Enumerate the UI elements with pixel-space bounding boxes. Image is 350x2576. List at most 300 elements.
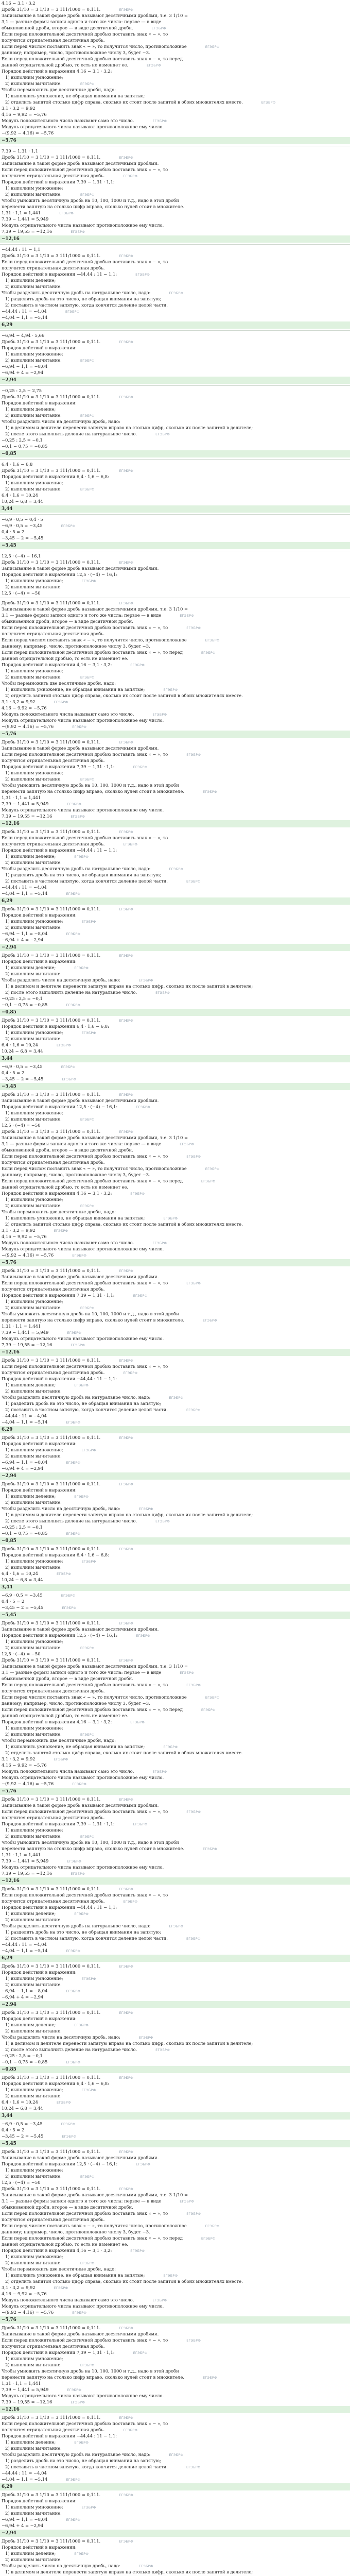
solution-text: Дробь 31/10 = 3 1/10 = 3 111/1000 = 0,111. [2,1546,101,1551]
solution-text: 1,31 · 1,1 = 1,441 [2,210,41,215]
watermark: ЕГЭБРФ [169,1924,184,1928]
solution-line [0,2161,350,2167]
watermark: ЕГЭБРФ [66,1420,81,1425]
watermark: ЕГЭБРФ [67,1859,82,1863]
watermark: ЕГЭБРФ [80,193,95,197]
solution-line [0,1947,350,1954]
solution-text: −0,1 − 0,75 = −0,85 [2,1002,48,1007]
solution-text: −44,44 : 11 = −4,04 [2,885,47,890]
solution-text: получится отрицательная десятичная дробь. [2,631,105,636]
watermark: ЕГЭБРФ [155,432,170,436]
solution-text: Если перед положительной десятичной дробью поставить знак « − », то [2,259,168,264]
solution-line [0,1329,350,1335]
watermark: ЕГЭБРФ [169,1396,184,1400]
solution-text: Порядок действий в выражении: [2,959,77,964]
solution-line [0,1975,350,1981]
solution-text: 3,1 — разные формы записи одного и того же числа: первое — в виде [2,1141,162,1146]
solution-text: 3,1 · 3,2 = 9,92 [2,1756,36,1761]
solution-line [0,788,350,794]
solution-line [0,2210,350,2216]
watermark: ЕГЭБРФ [71,2400,85,2404]
solution-text: −4,04 − 1,1 = −5,14 [2,1948,48,1953]
solution-text: 2) отделить запятой столько цифр справа, сколько их стоит после запятой в обоих множителях вместе. [5,1222,243,1227]
solution-line [0,2059,350,2065]
solution-text: получится отрицательная десятичная дробь. [2,1899,105,1904]
solution-line [0,578,350,584]
solution-text: 2) выполним вычитание. [5,2093,62,2098]
watermark: ЕГЭБРФ [152,1770,167,1774]
solution-text: 2) выполним вычитание. [5,971,62,976]
watermark: ЕГЭБРФ [81,1031,96,1035]
solution-line [0,618,350,624]
solution-text: данной отрицательной дробью, то есть не изменяет ее. [2,656,129,661]
solution-line [0,2241,350,2247]
solution-text: Дробь 31/10 = 3 1/10 = 3 111/1000 = 0,111. [2,155,101,160]
solution-line [0,467,350,473]
solution-line [0,1808,350,1815]
solution-text: Чтобы разделить число на десятичную дробь, надо: [2,977,120,982]
solution-text: обыкновенной дроби, второе — в виде десятичной дроби. [2,2205,133,2210]
solution-line [0,958,350,964]
solution-line [0,43,350,49]
solution-text: −0,1 − 0,75 = −0,85 [2,1531,48,1536]
solution-text: получится отрицательная десятичная дробь. [2,1688,105,1693]
solution-text: 2) после этого выполнить деление на натуральное число. [5,2047,137,2052]
solution-line [0,835,350,841]
solution-line [0,296,350,302]
solution-text: Порядок действий в выражении 12,5 · (−4) − 16,1: [2,572,118,577]
watermark: ЕГЭБРФ [203,1847,217,1851]
solution-line [0,2028,350,2034]
solution-line [0,1713,350,1719]
solution-text: 1) выполнить умножение, не обращая внимания на запятые; [5,2273,145,2278]
watermark: ЕГЭБРФ [119,561,133,565]
solution-line [0,105,350,111]
solution-line [0,1215,350,1221]
solution-line [0,1870,350,1876]
solution-line [0,19,350,25]
watermark: ЕГЭБРФ [80,675,95,680]
solution-line [0,1342,350,1348]
watermark: ЕГЭБРФ [123,842,138,846]
solution-text: −44,44 : 11 = −4,04 [2,2470,47,2476]
solution-line [0,2399,350,2405]
solution-text: 4,16 − 9,92 = −5,76 [2,705,47,710]
watermark: ЕГЭБРФ [119,601,133,605]
solution-text: Записывание в такой форме дробь называют десятичными дробями, т.е. 3 1/10 = [2,2192,188,2197]
solution-line [0,1737,350,1743]
block-separator [0,330,350,331]
solution-line [0,995,350,1002]
solution-line [0,565,350,571]
solution-text: −6,94 − 1,1 = −8,04 [2,1988,48,1993]
solution-text: Порядок действий в выражении 7,39 − 1,31 · 1,1: [2,2350,115,2355]
solution-line [0,31,350,37]
watermark: ЕГЭБРФ [151,26,166,30]
solution-line [0,1493,350,1499]
solution-text: −4,04 − 1,1 = −5,14 [2,1419,48,1425]
solution-text: −4,04 − 1,1 = −5,14 [2,891,48,896]
solution-line [0,584,350,590]
solution-line [0,154,350,160]
solution-line [0,179,350,185]
solution-text: Записывание в такой форме дробь называют десятичными дробями. [2,1626,159,1632]
solution-text: −3,45 − 2 = −5,45 [2,2133,44,2139]
solution-text: Модуль отрицательного числа называют противоположное ему число. [2,1865,164,1870]
watermark: ЕГЭБРФ [205,638,220,642]
solution-line [0,971,350,977]
solution-line [0,1406,350,1413]
solution-text: 3,1 — разные формы записи одного и того же числа: первое — в виде [2,613,162,618]
solution-text: −(9,92 − 4,16) = −5,76 [2,130,54,135]
solution-text: перенести запятую на столько цифр вправо, сколько нулей стоит в множителе. [2,2375,184,2380]
solution-line [0,2260,350,2266]
solution-text: получится отрицательная десятичная дробь. [2,1815,105,1820]
solution-line [0,1221,350,1227]
watermark: ЕГЭБРФ [138,2036,153,2040]
solution-text: Модуль отрицательного числа называют противоположное ему число. [2,1246,164,1251]
solution-text: Если перед положительной десятичной дробью поставить знак « − », то [2,1682,168,1687]
solution-text: Чтобы разделить десятичную дробь на натуральное число, надо: [2,290,151,295]
watermark: ЕГЭБРФ [56,1572,71,1576]
watermark: ЕГЭБРФ [71,1872,85,1876]
solution-line [0,1923,350,1929]
solution-text: Порядок действий в выражении: [2,1970,77,1975]
solution-text: Порядок действий в выражении 4,16 − 3,1 · 3,2: [2,662,112,667]
solution-text: Порядок действий в выражении: [2,912,77,918]
watermark: ЕГЭБРФ [119,907,133,911]
solution-line [0,2544,350,2550]
solution-text: 7,39 − 1,441 = 5,949 [2,216,49,222]
solution-text: 1) в делимом и делителе перенести запятую вправо на столько цифр, сколько их после запятой в делителе; [5,984,253,989]
solution-line [0,977,350,983]
solution-line [0,1524,350,1530]
watermark: ЕГЭБРФ [180,1142,195,1146]
watermark: ЕГЭБРФ [119,1964,133,1969]
solution-text: 1,31 · 1,1 = 1,441 [2,1324,41,1329]
solution-text: Модуль положительного числа называют само это число. [2,1240,134,1245]
solution-line [0,757,350,764]
solution-line [0,2343,350,2349]
solution-text: 7,39 − 19,55 = −12,16 [2,2399,52,2404]
solution-text: 2) выполним вычитание. [5,1036,62,1041]
solution-text: Если перед положительной десятичной дробью поставить знак « − », то [2,2421,168,2426]
solution-text: 10,24 − 6,8 = 3,44 [2,1048,43,1054]
solution-text: получится отрицательная десятичная дробь. [2,2344,105,2349]
solution-text: 1) выполним умножение; [5,185,63,191]
watermark: ЕГЭБРФ [66,2518,81,2522]
solution-line [0,271,350,277]
solution-text: 2) выполним вычитание. [5,284,62,289]
solution-line [0,1827,350,1833]
solution-text: Дробь 31/10 = 3 1/10 = 3 111/1000 = 0,111. [2,1435,101,1440]
solution-text: 2) поставить в частном запятую, когда кончится деление целой части. [5,1936,168,1941]
watermark: ЕГЭБРФ [80,1835,95,1839]
solution-line [0,2235,350,2241]
solution-text: −3,45 − 2 = −5,45 [2,1605,44,1610]
watermark: ЕГЭБРФ [72,725,86,729]
solution-line [0,2121,350,2127]
solution-text: −0,25 : 2,5 = −0,1 [2,437,43,443]
solution-text: 1) выполнить умножение, не обращая внимания на запятые; [5,1215,145,1221]
solution-text: Модуль отрицательного числа называют противоположное ему число. [2,2303,164,2309]
answer-bar: −0,85 [0,450,350,457]
watermark: ЕГЭБРФ [123,1900,138,1904]
solution-text: −(9,92 − 4,16) = −5,76 [2,1252,54,1258]
solution-line [0,191,350,197]
solution-line [0,480,350,486]
answer-bar: 6,29 [0,2483,350,2490]
solution-line [0,1620,350,1626]
solution-text: Чтобы умножить десятичную дробь на 10, 100, 1000 и т.д., надо в этой дроби [2,198,179,203]
watermark: ЕГЭБРФ [54,2286,68,2290]
watermark: ЕГЭБРФ [80,1204,95,1208]
solution-line [0,2148,350,2155]
solution-line [0,522,350,529]
solution-text: −3,45 − 2 = −5,45 [2,535,44,540]
solution-text: 7,39 − 19,55 = −12,16 [2,229,52,234]
solution-line [0,2247,350,2253]
solution-text: обыкновенной дроби, второе — в виде десятичной дроби. [2,1147,133,1153]
solution-text: Порядок действий в выражении: [2,1441,77,1446]
solution-text: Порядок действий в выражении 6,4 · 1,6 − 6,8: [2,1552,109,1557]
solution-text: 7,39 − 19,55 = −12,16 [2,1871,52,1876]
watermark: ЕГЭБРФ [56,1043,71,1047]
solution-text: 2) выполним вычитание. [5,1732,62,1737]
solution-line [0,1292,350,1298]
solution-text: 1) выполним умножение; [5,919,63,924]
watermark: ЕГЭБРФ [163,688,178,692]
solution-line [0,1892,350,1898]
answer-bar: 6,29 [0,1955,350,1962]
solution-text: Если перед числом поставить знак « − », то получится число, противоположное [2,2223,187,2228]
solution-line [0,859,350,866]
solution-text: 3,1 — разные формы записи одного и того же числа: первое — в виде [2,1670,162,1675]
solution-text: Порядок действий в выражении: [2,345,77,350]
watermark: ЕГЭБРФ [72,1253,86,1258]
watermark: ЕГЭБРФ [186,2465,201,2469]
watermark: ЕГЭБРФ [74,2023,89,2027]
solution-text: получится отрицательная десятичная дробь. [2,1286,105,1292]
solution-line [0,717,350,723]
solution-text: 2) выполним вычитание. [5,413,62,418]
solution-line [0,1487,350,1493]
solution-text: Если перед положительной десятичной дробью поставить знак « − », то перед [2,650,183,655]
solution-line [0,1388,350,1394]
solution-line [0,1682,350,1688]
solution-line [0,2386,350,2393]
solution-text: Порядок действий в выражении 6,4 · 1,6 − 6,8: [2,1024,109,1029]
solution-line [0,2303,350,2309]
solution-line [0,1070,350,1076]
solution-line [0,1604,350,1611]
solution-line [0,2368,350,2374]
solution-line [0,418,350,425]
watermark: ЕГЭБРФ [133,2351,148,2355]
watermark: ЕГЭБРФ [123,174,138,178]
solution-text: 1) выполним умножение; [5,2356,63,2361]
solution-line [0,492,350,498]
watermark: ЕГЭБРФ [155,991,170,995]
watermark: ЕГЭБРФ [186,1155,201,1159]
watermark: ЕГЭБРФ [119,395,133,399]
solution-line [0,794,350,801]
solution-line [0,1512,350,1518]
solution-line [0,49,350,56]
watermark: ЕГЭБРФ [201,1179,216,1183]
solution-text: Записывание в такой форме дробь называют десятичными дробями. [2,1803,159,1808]
solution-line [0,739,350,745]
watermark: ЕГЭБРФ [119,2416,133,2420]
solution-line [0,1209,350,1215]
solution-line [0,124,350,130]
solution-line [0,2538,350,2544]
solution-line [0,363,350,369]
solution-line [0,559,350,565]
solution-text: данному; например, число, противоположное числу 3, будет −3. [2,1701,150,1706]
solution-text: 3,1 · 3,2 = 9,92 [2,2285,36,2290]
solution-text: −6,94 + 4 = −2,94 [2,1466,44,1471]
watermark: ЕГЭБРФ [119,2539,133,2544]
watermark: ЕГЭБРФ [80,2261,95,2265]
solution-text: 2) выполним вычитание. [5,2028,62,2033]
watermark: ЕГЭБРФ [74,1495,89,1499]
solution-line [0,674,350,680]
solution-text: Чтобы умножить десятичную дробь на 10, 100, 1000 и т.д., надо в этой дроби [2,783,179,788]
solution-text: 6,4 · 1,6 = 10,24 [2,493,38,498]
solution-text: −6,94 + 4 = −2,94 [2,1994,44,1999]
solution-text: Записывание в такой форме дробь называют десятичными дробями, т.е. 3 1/10 = [2,606,188,612]
solution-line [0,1546,350,1552]
solution-line [0,1178,350,1184]
solution-line [0,853,350,859]
solution-text: 1) выполним умножение; [5,1197,63,1202]
solution-line [0,2080,350,2087]
solution-text: Дробь 31/10 = 3 1/10 = 3 111/1000 = 0,111. [2,2325,101,2330]
solution-line [0,1434,350,1440]
watermark: ЕГЭБРФ [67,1331,82,1335]
solution-line [0,252,350,259]
solution-text: −6,94 + 4 = −2,94 [2,2523,44,2528]
watermark: ЕГЭБРФ [66,2478,81,2482]
solution-line [0,1184,350,1190]
solution-text: обыкновенной дроби, второе — в виде десятичной дроби. [2,619,133,624]
solution-line [0,1023,350,1029]
solution-line [0,2253,350,2260]
solution-text: −6,94 − 1,1 = −8,04 [2,931,48,936]
watermark: ЕГЭБРФ [61,1065,76,1069]
solution-text: Записывание в такой форме дробь называют десятичными дробями, т.е. 3 1/10 = [2,1135,188,1140]
solution-line [0,1091,350,1097]
solution-text: 3,1 — разные формы записи одного и того же числа: первое — в виде [2,2198,162,2204]
solution-text: Если перед положительной десятичной дробью поставить знак « − », то [2,167,168,172]
solution-line [0,265,350,271]
solution-line [0,1688,350,1694]
solution-line [0,99,350,105]
watermark: ЕГЭБРФ [163,2274,178,2278]
solution-text: 3,1 — разные формы записи одного и того же числа: первое — в виде [2,19,162,24]
solution-text: Если перед положительной десятичной дробью поставить знак « − », то [2,835,168,840]
solution-text: Дробь 31/10 = 3 1/10 = 3 111/1000 = 0,111. [2,468,101,473]
solution-line [0,643,350,649]
solution-text: Модуль отрицательного числа называют противоположное ему число. [2,1336,164,1341]
solution-line [0,847,350,853]
solution-line [0,1675,350,1682]
solution-text: −(9,92 − 4,16) = −5,76 [2,2310,54,2315]
solution-text: Порядок действий в выражении 7,39 − 1,31 · 1,1: [2,1293,115,1298]
solution-text: Дробь 31/10 = 3 1/10 = 3 111/1000 = 0,111. [2,829,101,834]
watermark: ЕГЭБРФ [186,1810,201,1814]
solution-line [0,1518,350,1524]
solution-text: Модуль отрицательного числа называют противоположное ему число. [2,2393,164,2398]
solution-text: Если перед положительной десятичной дробью поставить знак « − », то [2,1154,168,1159]
solution-text: 10,24 − 6,8 = 3,44 [2,2106,43,2111]
solution-line [0,1382,350,1388]
solution-line [0,918,350,924]
solution-text: Записывание в такой форме дробь называют десятичными дробями. [2,1274,159,1279]
answer-bar: −0,85 [0,2066,350,2073]
solution-line [0,2192,350,2198]
solution-text: 1) выполним умножение; [5,770,63,775]
solution-text: 1) выполним умножение; [5,1110,63,1115]
watermark: ЕГЭБРФ [81,2505,96,2510]
solution-line [0,2522,350,2529]
solution-text: −6,94 + 4 = −2,94 [2,370,44,375]
solution-text: Порядок действий в выражении 4,16 − 3,1 · 3,2: [2,1191,112,1196]
answer-bar: 3,44 [0,1055,350,1062]
solution-text: 1) выполним умножение; [5,480,63,485]
solution-line [0,93,350,99]
solution-line [0,2167,350,2173]
watermark: ЕГЭБРФ [65,310,80,314]
solution-text: 1) выполнить умножение, не обращая внимания на запятые; [5,93,145,98]
solution-text: 0,4 · 5 = 2 [2,2127,25,2132]
solution-line [0,2550,350,2556]
solution-text: данному; например, число, противоположное числу 3, будет −3. [2,2229,150,2234]
solution-line [0,1981,350,1988]
solution-text: 1) выполнить умножение, не обращая внимания на запятые; [5,687,145,692]
solution-text: Чтобы разделить число на десятичную дробь, надо: [2,1506,120,1511]
watermark: ЕГЭБРФ [186,753,201,757]
solution-line [0,1286,350,1292]
solution-line [0,1694,350,1700]
solution-text: Дробь 31/10 = 3 1/10 = 3 111/1000 = 0,111. [2,1129,101,1134]
solution-line [0,2291,350,2297]
watermark: ЕГЭБРФ [67,2388,82,2392]
solution-text: 2) выполним вычитание. [5,2557,62,2562]
solution-text: Чтобы перемножить две десятичные дроби, надо: [2,1209,116,1214]
watermark: ЕГЭБРФ [163,1216,178,1221]
solution-line [0,2127,350,2133]
solution-text: Дробь 31/10 = 3 1/10 = 3 111/1000 = 0,111. [2,1092,101,1097]
solution-text: Порядок действий в выражении 6,4 · 1,6 − 6,8: [2,474,109,479]
solution-text: Модуль отрицательного числа называют противоположное ему число. [2,1775,164,1780]
watermark: ЕГЭБРФ [67,802,82,806]
solution-text: Если перед положительной десятичной дробью поставить знак « − », то [2,625,168,630]
solution-text: 2) отделить запятой столько цифр справа, сколько их стоит после запятой в обоих множителях вместе. [5,1750,243,1755]
solution-text: обыкновенной дроби, второе — в виде десятичной дроби. [2,1676,133,1681]
solution-line [0,2185,350,2192]
watermark: ЕГЭБРФ [203,790,217,794]
solution-text: 1) выполним умножение; [5,2087,63,2092]
solution-text: Чтобы перемножить две десятичные дроби, надо: [2,2266,116,2272]
solution-line [0,2155,350,2161]
solution-text: −0,1 − 0,75 = −0,85 [2,444,48,449]
solution-line [0,308,350,314]
solution-text: Чтобы перемножить две десятичные дроби, надо: [2,1738,116,1743]
watermark: ЕГЭБРФ [119,156,133,160]
solution-line [0,314,350,320]
